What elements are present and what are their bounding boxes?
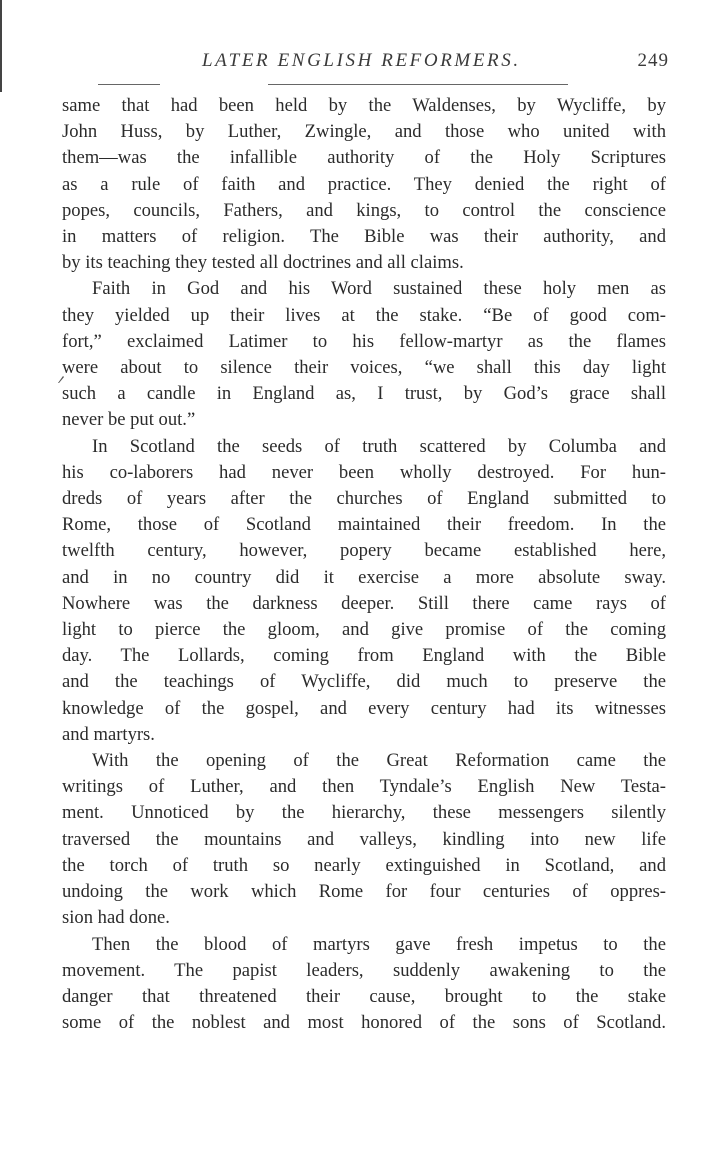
paragraph-5 [62,932,666,1037]
text-line: never be put out.” [62,409,196,431]
text-line: by its teaching they tested all doctrines and all claims. [62,252,464,274]
paragraph-3 [62,434,666,748]
text-line: and the teachings of Wycliffe, did much to preserve the [62,671,666,693]
header-rule-right [268,84,568,85]
body-text [62,93,666,1036]
page-number: 249 [637,50,669,71]
text-line: undoing the work which Rome for four centuries of oppres- [62,881,666,903]
text-line: sion had done. [62,907,170,929]
text-line: writings of Luther, and then Tyndale’s English New Testa- [62,776,666,798]
text-line: they yielded up their lives at the stake. “Be of good com- [62,304,666,326]
text-line: Rome, those of Scotland maintained their freedom. In the [62,514,666,536]
text-line: day. The Lollards, coming from England with the Bible [62,645,666,667]
text-line: In Scotland the seeds of truth scattered by Columba and [92,435,666,457]
text-line: some of the noblest and most honored of the sons of Scotland. [62,1012,666,1034]
text-line: such a candle in England as, I trust, by God’s grace shall [62,383,666,405]
text-line: and martyrs. [62,723,155,745]
text-line: in matters of religion. The Bible was their authority, and [62,226,666,248]
running-title: LATER ENGLISH REFORMERS. [202,50,521,71]
text-line: were about to silence their voices, “we shall this day light [62,357,666,379]
text-line: as a rule of faith and practice. They denied the right of [62,173,666,195]
text-line: popes, councils, Fathers, and kings, to control the conscience [62,199,666,221]
text-line: twelfth century, however, popery became established here, [62,540,666,562]
text-line: John Huss, by Luther, Zwingle, and those who united with [62,121,666,143]
text-line: Nowhere was the darkness deeper. Still there came rays of [62,592,666,614]
text-line: light to pierce the gloom, and give promise of the coming [62,619,666,641]
text-line: fort,” exclaimed Latimer to his fellow-martyr as the flames [62,330,666,352]
text-line: the torch of truth so nearly extinguished in Scotland, and [62,854,666,876]
text-line: danger that threatened their cause, brought to the stake [62,985,666,1007]
text-line: Faith in God and his Word sustained these holy men as [92,278,666,300]
text-line: knowledge of the gospel, and every century had its witnesses [62,697,666,719]
text-line: his co-laborers had never been wholly destroyed. For hun- [62,461,666,483]
paragraph-4 [62,748,666,931]
text-line: dreds of years after the churches of England submitted to [62,488,666,510]
page-edge-line [0,0,2,92]
text-line: Then the blood of martyrs gave fresh impetus to the [92,933,666,955]
text-line: same that had been held by the Waldenses, by Wycliffe, by [62,95,666,116]
paragraph-2 [62,276,666,433]
text-line: and in no country did it exercise a more absolute sway. [62,566,666,588]
text-line: them—was the infallible authority of the Holy Scriptures [62,147,666,169]
text-line: With the opening of the Great Reformation came the [92,750,666,772]
paragraph-1 [62,93,666,276]
text-line: ment. Unnoticed by the hierarchy, these messengers silently [62,802,666,824]
page-header [62,50,669,80]
text-line: traversed the mountains and valleys, kindling into new life [62,828,666,850]
header-rule-left [98,84,160,85]
text-line: movement. The papist leaders, suddenly awakening to the [62,959,666,981]
